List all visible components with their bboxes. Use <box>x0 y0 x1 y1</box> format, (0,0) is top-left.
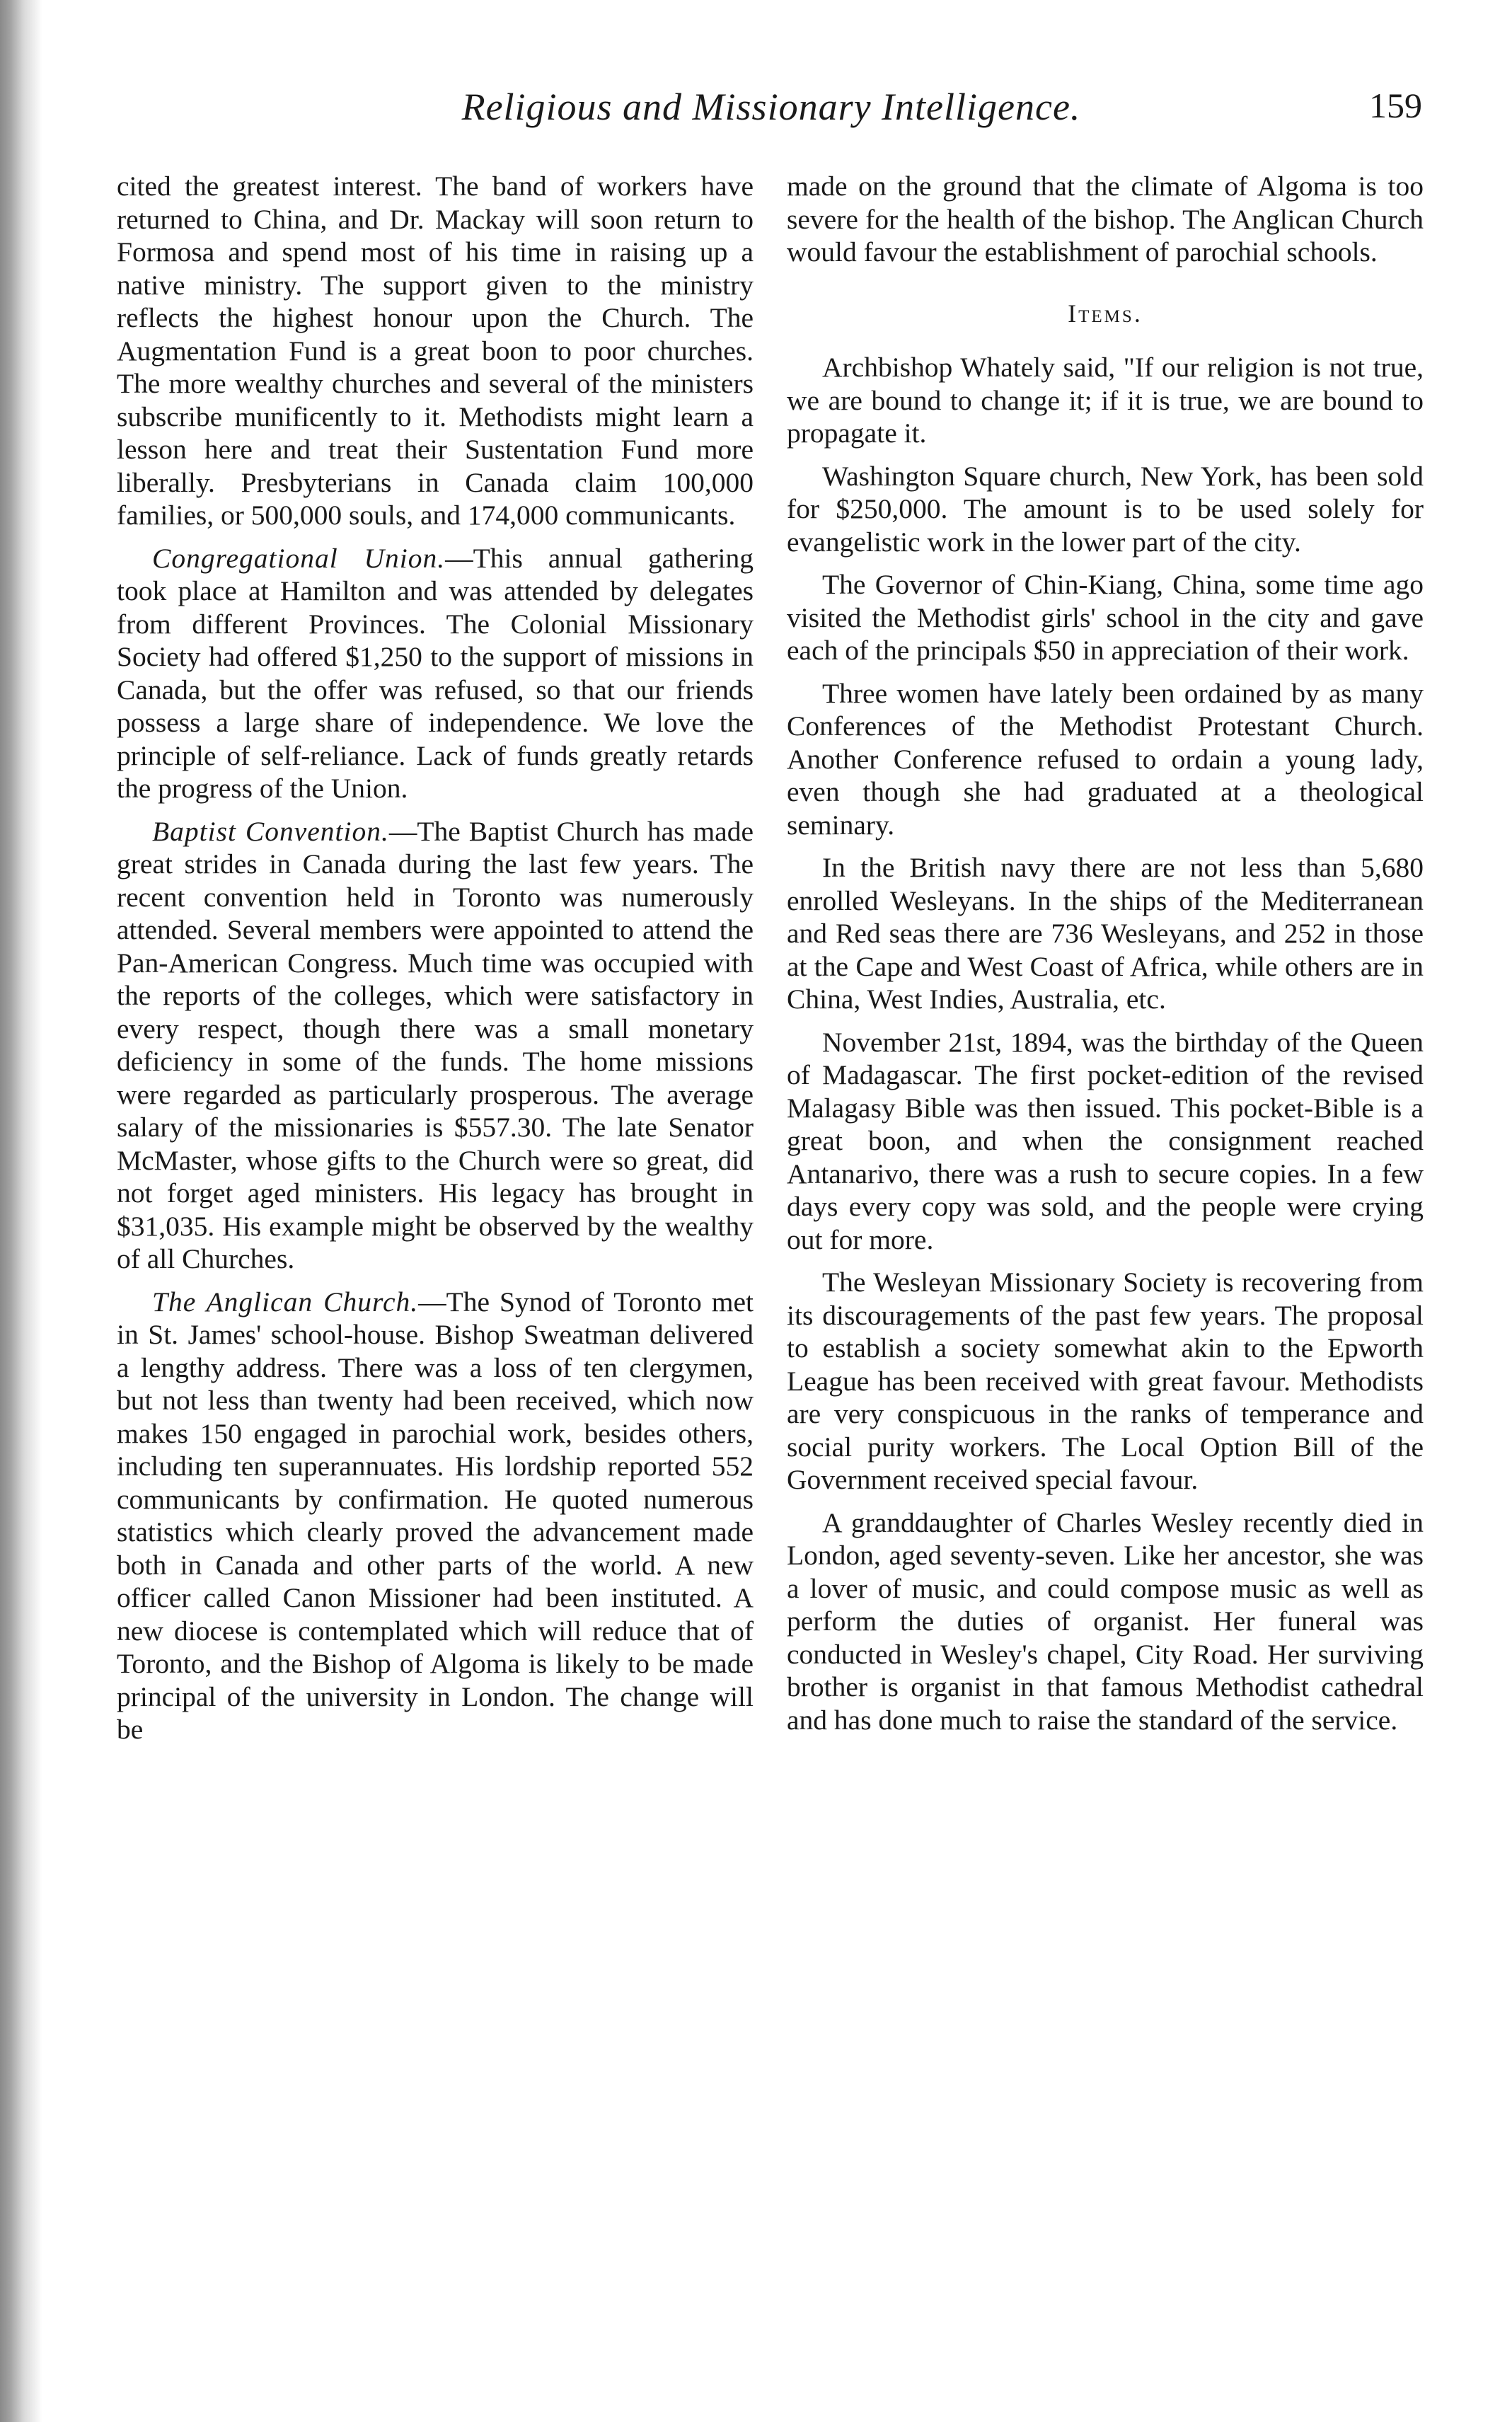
running-head <box>120 85 1422 134</box>
item-paragraph: The Governor of Chin-Kiang, China, some time ago visited the Methodist girls' school in the city and gave each of the principals $50 in appreciation of their work. <box>787 569 1424 666</box>
runin-heading-baptist-convention: Baptist Convention. <box>152 815 389 847</box>
item-paragraph: November 21st, 1894, was the birthday of the Queen of Madagascar. The first pocket-edition of the revised Malagasy Bible was then issued. This pocket-Bible is a great boon, and when the consignment reached Antanarivo, there was a rush to secure copies. In a few days every copy was sold, and the people were crying out for more. <box>787 1026 1424 1255</box>
item-paragraph: Three women have lately been ordained by as many Conferences of the Methodist Protestant Church. Another Conference refused to ordain a young lady, even though she had graduated at a theological seminary. <box>787 677 1424 841</box>
paragraph-body: —This annual gathering took place at Hamilton and was attended by delegates from different Provinces. The Colonial Missionary Society had offered $1,250 to the support of missions in Canada, but the offer was refused, so that our friends possess a large share of independence. We love the principle of self-reliance. Lack of funds greatly retards the progress of the Union. <box>117 542 754 804</box>
page-binding-edge <box>0 0 42 2422</box>
page-number: 159 <box>1369 86 1422 125</box>
items-heading: Items. <box>1068 299 1143 328</box>
paragraph-body: —The Synod of Toronto met in St. James' school-house. Bishop Sweatman delivered a lengthy address. There was a loss of ten clergymen, but not less than twenty had been received, which now makes 150 engaged in parochial work, besides others, including ten superannuates. His lordship reported 552 communicants by confirmation. He quoted numerous statistics which clearly proved the advancement made both in Canada and other parts of the world. A new officer called Canon Missioner had been instituted. A new diocese is contemplated which will reduce that of Toronto, and the Bishop of Algoma is likely to be made principal of the university in London. The change will be <box>117 1286 754 1745</box>
item-paragraph: Washington Square church, New York, has been sold for $250,000. The amount is to be used solely for evangelistic work in the lower part of the city. <box>787 460 1424 558</box>
paragraph-anglican-church <box>117 1286 754 1746</box>
runin-heading-anglican-church: The Anglican Church. <box>152 1286 419 1317</box>
left-column <box>117 170 754 1746</box>
paragraph-body: —The Baptist Church has made great strides in Canada during the last few years. The recent convention held in Toronto was numerously attended. Several members were appointed to attend the Pan-American Congress. Much time was occupied with the reports of the colleges, which were satisfactory in every respect, though there was a small monetary deficiency in some of the funds. The home missions were regarded as particularly prosperous. The average salary of the missionaries is $557.30. The late Senator McMaster, whose gifts to the Church were so great, did not forget aged ministers. His legacy has brought in $31,035. His example might be observed by the wealthy of all Churches. <box>117 815 754 1274</box>
paragraph-congregational-union <box>117 542 754 805</box>
paragraph-baptist-convention <box>117 815 754 1276</box>
item-paragraph: Archbishop Whately said, "If our religion is not true, we are bound to change it; if it is true, we are bound to propagate it. <box>787 352 1424 449</box>
running-title: Religious and Missionary Intelligence. <box>461 86 1081 128</box>
item-paragraph: In the British navy there are not less than 5,680 enrolled Wesleyans. In the ships of the Mediterranean and Red seas there are 736 Wesleyans, and 252 in those at the Cape and West Coast of Africa, while others are in China, West Indies, Australia, etc. <box>787 852 1424 1015</box>
paragraph-presbyterian-continued: cited the greatest interest. The band of workers have returned to China, and Dr. Mackay will soon return to Formosa and spend most of his time in raising up a native ministry. The support given to the ministry reflects the highest honour upon the Church. The Augmentation Fund is a great boon to poor churches. The more wealthy churches and several of the ministers subscribe munificently to it. Methodists might learn a lesson here and treat their Sustentation Fund more liberally. Presbyterians in Canada claim 100,000 families, or 500,000 souls, and 174,000 communicants. <box>117 171 754 531</box>
paragraph-anglican-continued: made on the ground that the climate of Algoma is too severe for the health of the bishop. The Anglican Church would favour the establishment of parochial schools. <box>787 171 1424 267</box>
item-paragraph: The Wesleyan Missionary Society is recovering from its discouragements of the past few years. The proposal to establish a society somewhat akin to the Epworth League has been received with great favour. Methodists are very conspicuous in the ranks of temperance and social purity workers. The Local Option Bill of the Government received special favour. <box>787 1267 1424 1495</box>
item-paragraph: A granddaughter of Charles Wesley recently died in London, aged seventy-seven. Like her ancestor, she was a lover of music, and could compose music as well as perform the duties of organist. Her funeral was conducted in Wesley's chapel, City Road. Her surviving brother is organist in that famous Methodist cathedral and has done much to raise the standard of the service. <box>787 1506 1424 1736</box>
right-column <box>787 170 1424 1736</box>
runin-heading-congregational-union: Congregational Union. <box>152 542 446 574</box>
